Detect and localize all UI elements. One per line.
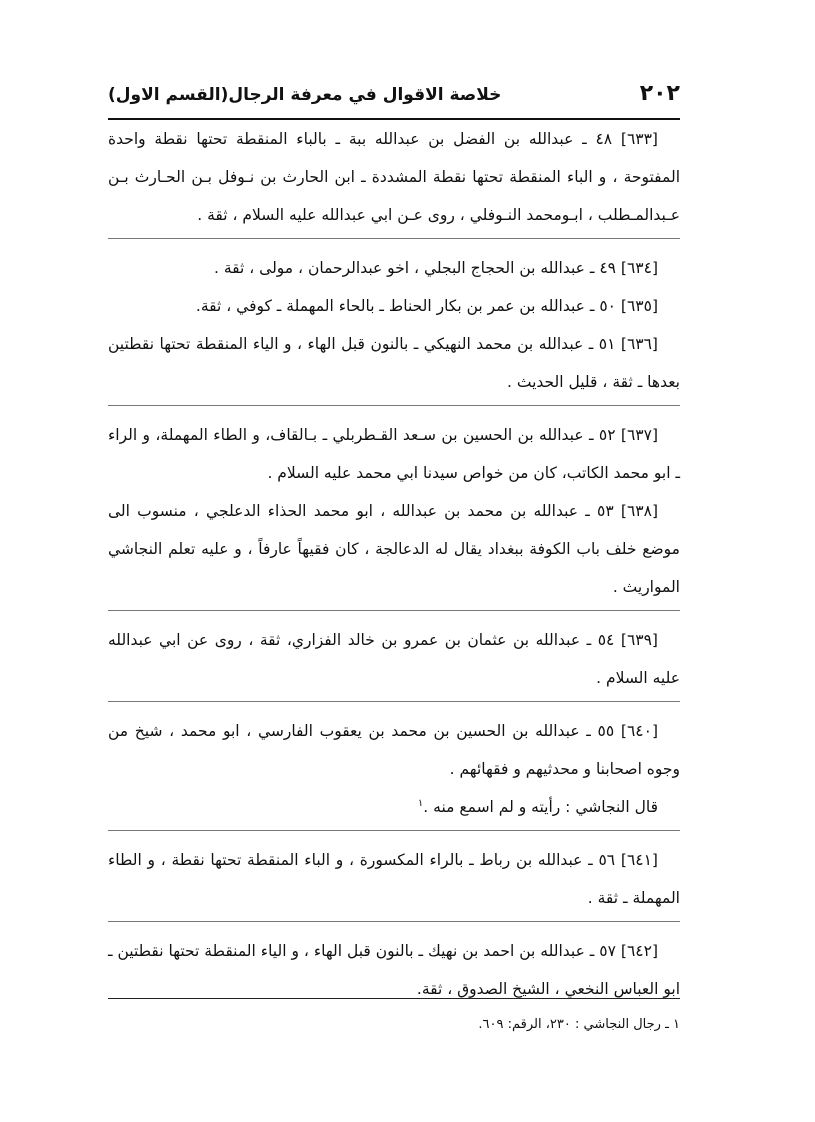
entry-633 xyxy=(108,120,680,234)
entry-639 xyxy=(108,621,680,697)
entry-635 xyxy=(108,287,680,325)
entry-number: [٦٣٨] ٥٣ xyxy=(597,502,658,520)
body-text xyxy=(108,120,680,1008)
entry-number: [٦٣٦] ٥١ xyxy=(598,335,658,353)
footnote: ١ ـ رجال النجاشي : ٢٣٠، الرقم: ٦٠٩. xyxy=(478,1017,680,1032)
entry-separator xyxy=(108,610,680,615)
running-title: خلاصة الاقوال في معرفة الرجال(القسم الاول) xyxy=(108,85,502,105)
entry-number: [٦٤٠] ٥٥ xyxy=(597,722,658,740)
entry-number: [٦٤١] ٥٦ xyxy=(598,851,658,869)
entry-text: ـ عبدالله بن عثمان بن عمرو بن خالد الفزاري، ثقة ، روى عن ابي عبدالله عليه السلام . xyxy=(108,631,680,687)
entry-637 xyxy=(108,416,680,492)
entry-text: قال النجاشي : رأيته و لم اسمع منه . xyxy=(423,798,658,816)
footnote-marker: ١ xyxy=(417,797,424,809)
entry-text: ـ عبدالله بن الحجاج البجلي ، اخو عبدالرحمان ، مولى ، ثقة . xyxy=(213,259,595,277)
entry-separator xyxy=(108,405,680,410)
entry-text: ـ عبدالله بن محمد النهيكي ـ بالنون قبل الهاء ، و الياء المنقطة تحتها نقطتين بعدها ـ ثقة ، قليل الحديث . xyxy=(108,335,680,391)
entry-separator xyxy=(108,830,680,835)
entry-text: ـ عبدالله بن عمر بن بكار الحناط ـ بالحاء المهملة ـ كوفي ، ثقة. xyxy=(195,297,595,315)
entry-text: ـ عبدالله بن محمد بن عبدالله ، ابو محمد الحذاء الدعلجي ، منسوب الى موضع خلف باب الكوفة ببغداد يقال له الدعالجة ، كان فقيهاً عارفاً ، و عليه تعلم النجاشي المواريث . xyxy=(108,502,680,596)
entry-number: [٦٣٥] ٥٠ xyxy=(599,297,658,315)
entry-640 xyxy=(108,712,680,788)
entry-number: [٦٣٤] ٤٩ xyxy=(599,259,658,277)
entry-641 xyxy=(108,841,680,917)
entry-638 xyxy=(108,492,680,606)
entry-separator xyxy=(108,701,680,706)
entry-636 xyxy=(108,325,680,401)
entry-number: [٦٤٢] ٥٧ xyxy=(599,942,659,960)
entry-separator xyxy=(108,238,680,243)
footnote-rule xyxy=(108,998,680,999)
entry-642 xyxy=(108,932,680,1008)
entry-text: ـ عبدالله بن الحسين بن محمد بن يعقوب الفارسي ، ابو محمد ، شيخ من وجوه اصحابنا و محدثيهم و فقهائهم . xyxy=(108,722,680,778)
najashi-quote xyxy=(108,788,680,826)
entry-number: [٦٣٣] ٤٨ xyxy=(595,130,658,148)
entry-text: ـ عبدالله بن الحسين بن سـعد القـطربلي ـ بـالقاف، و الطاء المهملة، و الراء ـ ابو محمد الكاتب، كان من خواص سيدنا ابي محمد عليه السلام . xyxy=(108,426,680,482)
page-header xyxy=(108,74,680,114)
entry-634 xyxy=(108,249,680,287)
entry-number: [٦٣٧] ٥٢ xyxy=(598,426,658,444)
entry-number: [٦٣٩] ٥٤ xyxy=(597,631,658,649)
page-number: ٢٠٢ xyxy=(639,81,680,106)
entry-text: ـ عبدالله بن رباط ـ بالراء المكسورة ، و الباء المنقطة تحتها نقطة ، و الطاء المهملة ـ ثقة . xyxy=(108,851,680,907)
entry-text: ـ عبدالله بن الفضل بن عبدالله ببة ـ بالباء المنقطة تحتها نقطة واحدة المفتوحة ، و الباء المنقطة تحتها نقطة المشددة ـ ابن الحارث بن نـوفل بـن الحـارث بـن عـبدالمـطلب ، ابـومحمد النـوفلي ، روى عـن ابي عبدالله عليه السلام ، ثقة . xyxy=(108,130,680,224)
entry-text: ـ عبدالله بن احمد بن نهيك ـ بالنون قبل الهاء ، و الياء المنقطة تحتها نقطتين ـ ابو العباس النخعي ، الشيخ الصدوق ، ثقة. xyxy=(108,942,680,998)
entry-separator xyxy=(108,921,680,926)
